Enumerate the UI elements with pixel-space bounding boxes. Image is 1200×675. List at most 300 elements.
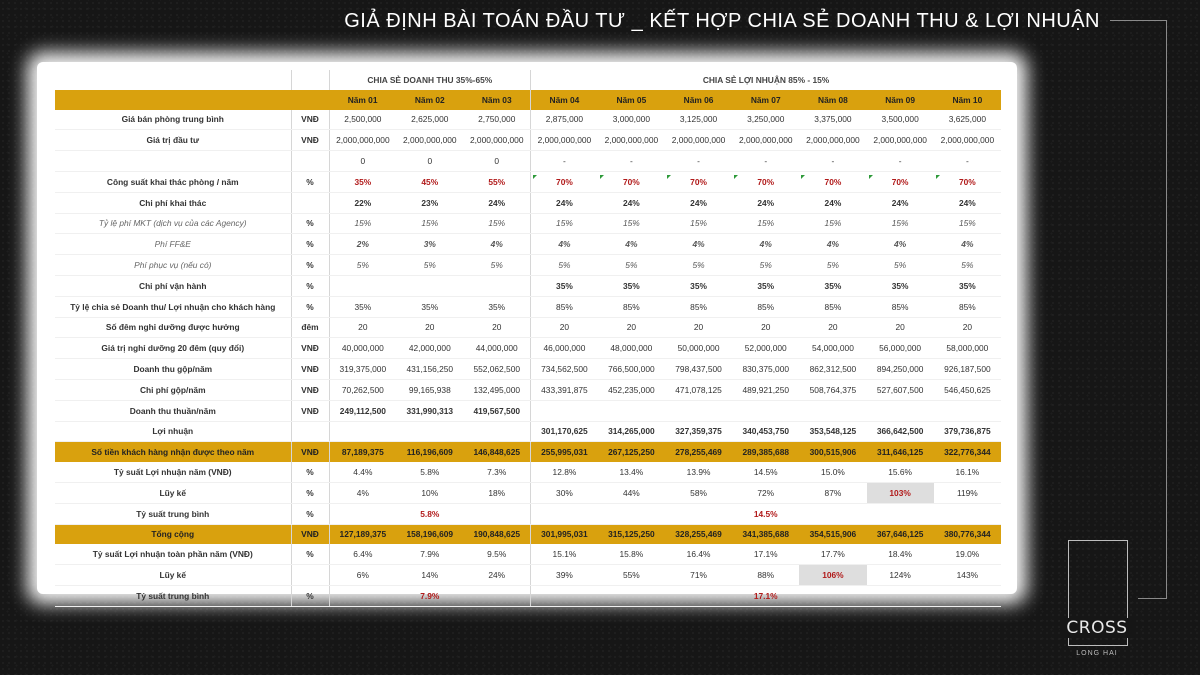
- table-cell: -: [867, 151, 934, 172]
- table-cell: 328,255,469: [665, 524, 732, 544]
- table-cell: 20: [934, 317, 1001, 338]
- frame-line-bottom: [1138, 598, 1167, 599]
- table-row: [55, 110, 1001, 130]
- table-cell: 14%: [396, 565, 463, 586]
- table-cell: 58%: [665, 482, 732, 503]
- table-cell: [799, 503, 866, 524]
- table-cell: [531, 503, 598, 524]
- group-header-blank: [55, 70, 291, 90]
- table-cell: 15.8%: [598, 544, 665, 564]
- table-cell: 70,262,500: [329, 379, 396, 400]
- table-cell: 7.3%: [463, 462, 530, 482]
- table-cell: 5%: [329, 255, 396, 276]
- table-cell: 433,391,875: [531, 379, 598, 400]
- table-cell: 56,000,000: [867, 338, 934, 359]
- table-row: [55, 171, 1001, 192]
- table-cell: 24%: [598, 192, 665, 213]
- table-cell: [463, 585, 530, 606]
- table-cell: 0: [463, 151, 530, 172]
- table-cell: 16.1%: [934, 462, 1001, 482]
- table-cell: 4%: [463, 234, 530, 255]
- table-cell: 10%: [396, 482, 463, 503]
- table-cell: 54,000,000: [799, 338, 866, 359]
- table-row: [55, 524, 1001, 544]
- year-header-8: Năm 08: [799, 90, 866, 110]
- table-cell: 5%: [732, 255, 799, 276]
- table-cell: 40,000,000: [329, 338, 396, 359]
- table-cell: 2,000,000,000: [396, 130, 463, 151]
- table-cell: 315,125,250: [598, 524, 665, 544]
- table-cell: 5%: [463, 255, 530, 276]
- table-cell: 35%: [732, 275, 799, 296]
- table-cell: 85%: [665, 296, 732, 317]
- table-cell: [665, 585, 732, 606]
- table-cell: 35%: [598, 275, 665, 296]
- table-cell: 13.4%: [598, 462, 665, 482]
- table-cell: [329, 585, 396, 606]
- table-row: [55, 359, 1001, 380]
- table-cell: [799, 400, 866, 421]
- year-header-1: Năm 01: [329, 90, 396, 110]
- table-cell: 20: [463, 317, 530, 338]
- row-unit: %: [291, 213, 329, 234]
- table-cell: 70%: [934, 171, 1001, 192]
- table-cell: 45%: [396, 171, 463, 192]
- table-cell: [396, 275, 463, 296]
- table-cell: 24%: [732, 192, 799, 213]
- table-cell: 24%: [665, 192, 732, 213]
- table-cell: [463, 421, 530, 442]
- row-unit: %: [291, 482, 329, 503]
- table-cell: 22%: [329, 192, 396, 213]
- table-cell: 87,189,375: [329, 442, 396, 462]
- table-cell: -: [934, 151, 1001, 172]
- table-cell: 6.4%: [329, 544, 396, 564]
- table-cell: 35%: [531, 275, 598, 296]
- table-cell: 289,385,688: [732, 442, 799, 462]
- table-cell: -: [732, 151, 799, 172]
- table-cell: 20: [732, 317, 799, 338]
- table-cell: 379,736,875: [934, 421, 1001, 442]
- table-cell: 124%: [867, 565, 934, 586]
- table-cell: 331,990,313: [396, 400, 463, 421]
- year-header-4: Năm 04: [531, 90, 598, 110]
- year-header-row: [55, 90, 1001, 110]
- table-cell: [934, 585, 1001, 606]
- table-row: [55, 565, 1001, 586]
- table-cell: 35%: [934, 275, 1001, 296]
- table-cell: [396, 421, 463, 442]
- table-cell: 7.9%: [396, 585, 463, 606]
- table-cell: 353,548,125: [799, 421, 866, 442]
- table-cell: 419,567,500: [463, 400, 530, 421]
- investment-table: [55, 70, 1001, 607]
- table-cell: 4%: [867, 234, 934, 255]
- row-unit: VNĐ: [291, 524, 329, 544]
- table-cell: -: [799, 151, 866, 172]
- table-cell: 2,875,000: [531, 110, 598, 130]
- table-cell: 35%: [665, 275, 732, 296]
- table-cell: -: [598, 151, 665, 172]
- table-cell: [463, 275, 530, 296]
- frame-line-top: [1110, 20, 1166, 21]
- table-cell: 2,000,000,000: [799, 130, 866, 151]
- table-cell: 327,359,375: [665, 421, 732, 442]
- table-cell: 15%: [732, 213, 799, 234]
- table-cell: 127,189,375: [329, 524, 396, 544]
- row-label: Số tiền khách hàng nhận được theo năm: [55, 442, 291, 462]
- table-cell: 20: [799, 317, 866, 338]
- table-cell: 3,625,000: [934, 110, 1001, 130]
- table-cell: [531, 400, 598, 421]
- brand-subtitle: LONG HAI: [1076, 650, 1118, 657]
- row-label: Doanh thu thuần/năm: [55, 400, 291, 421]
- table-row: [55, 338, 1001, 359]
- table-cell: [598, 400, 665, 421]
- table-row: [55, 275, 1001, 296]
- row-unit: %: [291, 544, 329, 564]
- table-cell: 340,453,750: [732, 421, 799, 442]
- table-cell: 2,000,000,000: [531, 130, 598, 151]
- table-cell: 552,062,500: [463, 359, 530, 380]
- table-cell: 46,000,000: [531, 338, 598, 359]
- table-cell: 132,495,000: [463, 379, 530, 400]
- table-cell: 52,000,000: [732, 338, 799, 359]
- table-cell: 15%: [329, 213, 396, 234]
- table-cell: 13.9%: [665, 462, 732, 482]
- year-header-9: Năm 09: [867, 90, 934, 110]
- row-unit: VNĐ: [291, 359, 329, 380]
- table-row: [55, 213, 1001, 234]
- row-unit: %: [291, 255, 329, 276]
- table-cell: 44%: [598, 482, 665, 503]
- table-cell: 4%: [329, 482, 396, 503]
- table-cell: 16.4%: [665, 544, 732, 564]
- table-cell: [329, 503, 396, 524]
- table-cell: 24%: [531, 192, 598, 213]
- table-cell: 6%: [329, 565, 396, 586]
- row-unit: [291, 151, 329, 172]
- table-cell: 85%: [867, 296, 934, 317]
- table-cell: 4%: [531, 234, 598, 255]
- table-cell: 527,607,500: [867, 379, 934, 400]
- row-label: Giá trị nghỉ dưỡng 20 đêm (quy đổi): [55, 338, 291, 359]
- table-cell: 119%: [934, 482, 1001, 503]
- table-cell: 35%: [867, 275, 934, 296]
- year-header-2: Năm 02: [396, 90, 463, 110]
- row-label: Phí FF&E: [55, 234, 291, 255]
- row-label: Tỷ lệ chia sẻ Doanh thu/ Lợi nhuận cho khách hàng: [55, 296, 291, 317]
- table-cell: 24%: [463, 192, 530, 213]
- table-cell: 70%: [598, 171, 665, 192]
- table-cell: 20: [867, 317, 934, 338]
- table-cell: -: [665, 151, 732, 172]
- table-cell: 20: [531, 317, 598, 338]
- table-cell: [598, 585, 665, 606]
- table-cell: 14.5%: [732, 462, 799, 482]
- table-cell: 143%: [934, 565, 1001, 586]
- table-row: [55, 544, 1001, 564]
- table-cell: 301,170,625: [531, 421, 598, 442]
- table-cell: 734,562,500: [531, 359, 598, 380]
- table-cell: 15%: [396, 213, 463, 234]
- group-header-unit-blank: [291, 70, 329, 90]
- table-cell: 23%: [396, 192, 463, 213]
- table-cell: 15%: [934, 213, 1001, 234]
- row-unit: [291, 192, 329, 213]
- row-unit: đêm: [291, 317, 329, 338]
- row-label: Tổng cộng: [55, 524, 291, 544]
- table-cell: 5%: [531, 255, 598, 276]
- table-cell: 18%: [463, 482, 530, 503]
- table-cell: [329, 275, 396, 296]
- table-cell: 0: [396, 151, 463, 172]
- table-cell: 48,000,000: [598, 338, 665, 359]
- row-label: Chi phí gộp/năm: [55, 379, 291, 400]
- table-cell: 35%: [799, 275, 866, 296]
- table-cell: 278,255,469: [665, 442, 732, 462]
- table-cell: 17.7%: [799, 544, 866, 564]
- table-cell: 249,112,500: [329, 400, 396, 421]
- table-cell: 3,000,000: [598, 110, 665, 130]
- table-cell: 158,196,609: [396, 524, 463, 544]
- table-cell: 2,000,000,000: [867, 130, 934, 151]
- table-cell: 190,848,625: [463, 524, 530, 544]
- table-cell: 99,165,938: [396, 379, 463, 400]
- table-cell: 894,250,000: [867, 359, 934, 380]
- table-cell: [799, 585, 866, 606]
- table-cell: 5.8%: [396, 462, 463, 482]
- row-label: Chi phí khai thác: [55, 192, 291, 213]
- table-cell: 15%: [531, 213, 598, 234]
- table-cell: 70%: [799, 171, 866, 192]
- table-cell: 5%: [396, 255, 463, 276]
- table-cell: [463, 503, 530, 524]
- year-header-blank: [55, 90, 291, 110]
- table-cell: 489,921,250: [732, 379, 799, 400]
- table-cell: 88%: [732, 565, 799, 586]
- table-cell: 2,000,000,000: [934, 130, 1001, 151]
- table-cell: 19.0%: [934, 544, 1001, 564]
- row-label: Doanh thu gộp/năm: [55, 359, 291, 380]
- table-cell: 15%: [598, 213, 665, 234]
- table-cell: 15.1%: [531, 544, 598, 564]
- row-label: [55, 151, 291, 172]
- table-cell: 301,995,031: [531, 524, 598, 544]
- table-row: [55, 482, 1001, 503]
- table-row: [55, 130, 1001, 151]
- row-unit: [291, 421, 329, 442]
- table-cell: 366,642,500: [867, 421, 934, 442]
- year-header-3: Năm 03: [463, 90, 530, 110]
- table-cell: 15.6%: [867, 462, 934, 482]
- table-cell: 4%: [732, 234, 799, 255]
- table-cell: 319,375,000: [329, 359, 396, 380]
- row-unit: VNĐ: [291, 110, 329, 130]
- table-cell: 85%: [598, 296, 665, 317]
- table-cell: 17.1%: [732, 544, 799, 564]
- table-cell: 20: [665, 317, 732, 338]
- table-cell: 471,078,125: [665, 379, 732, 400]
- table-cell: 862,312,500: [799, 359, 866, 380]
- table-cell: 5%: [598, 255, 665, 276]
- row-label: Phí phục vụ (nếu có): [55, 255, 291, 276]
- table-cell: [598, 503, 665, 524]
- table-cell: [665, 400, 732, 421]
- table-cell: 5.8%: [396, 503, 463, 524]
- row-label: Lợi nhuận: [55, 421, 291, 442]
- table-cell: 2,000,000,000: [598, 130, 665, 151]
- row-label: Tỷ suất trung bình: [55, 503, 291, 524]
- table-row: [55, 503, 1001, 524]
- table-cell: 4%: [799, 234, 866, 255]
- table-cell: 367,646,125: [867, 524, 934, 544]
- year-header-7: Năm 07: [732, 90, 799, 110]
- table-cell: 15%: [463, 213, 530, 234]
- table-cell: 55%: [598, 565, 665, 586]
- table-cell: 42,000,000: [396, 338, 463, 359]
- table-row: [55, 585, 1001, 606]
- row-label: Lũy kế: [55, 482, 291, 503]
- brand-logo: CROSS: [1060, 618, 1134, 638]
- spreadsheet-panel: [37, 62, 1017, 601]
- table-cell: 24%: [934, 192, 1001, 213]
- table-cell: 30%: [531, 482, 598, 503]
- table-cell: 70%: [531, 171, 598, 192]
- row-label: Tỷ suất Lợi nhuận năm (VNĐ): [55, 462, 291, 482]
- table-cell: 39%: [531, 565, 598, 586]
- table-cell: [934, 400, 1001, 421]
- row-label: Tỷ lệ phí MKT (dịch vụ của các Agency): [55, 213, 291, 234]
- row-unit: %: [291, 585, 329, 606]
- row-label: Lũy kế: [55, 565, 291, 586]
- table-cell: [732, 400, 799, 421]
- table-cell: 300,515,906: [799, 442, 866, 462]
- row-label: Giá bán phòng trung bình: [55, 110, 291, 130]
- table-cell: 20: [598, 317, 665, 338]
- table-row: [55, 317, 1001, 338]
- row-unit: VNĐ: [291, 400, 329, 421]
- year-header-5: Năm 05: [598, 90, 665, 110]
- table-row: [55, 296, 1001, 317]
- table-cell: 3,125,000: [665, 110, 732, 130]
- table-row: [55, 379, 1001, 400]
- table-cell: 87%: [799, 482, 866, 503]
- table-cell: 2%: [329, 234, 396, 255]
- table-cell: 255,995,031: [531, 442, 598, 462]
- table-cell: 2,750,000: [463, 110, 530, 130]
- table-row: [55, 151, 1001, 172]
- table-cell: 18.4%: [867, 544, 934, 564]
- table-cell: 4.4%: [329, 462, 396, 482]
- row-unit: %: [291, 171, 329, 192]
- table-cell: [867, 585, 934, 606]
- table-cell: 3,250,000: [732, 110, 799, 130]
- table-cell: 0: [329, 151, 396, 172]
- table-cell: 546,450,625: [934, 379, 1001, 400]
- table-cell: 9.5%: [463, 544, 530, 564]
- table-cell: 146,848,625: [463, 442, 530, 462]
- table-cell: 70%: [867, 171, 934, 192]
- table-cell: 14.5%: [732, 503, 799, 524]
- table-row: [55, 462, 1001, 482]
- table-row: [55, 400, 1001, 421]
- row-unit: VNĐ: [291, 130, 329, 151]
- table-cell: 3,500,000: [867, 110, 934, 130]
- year-header-6: Năm 06: [665, 90, 732, 110]
- table-cell: 35%: [463, 296, 530, 317]
- group-header-revenue-share: CHIA SẺ DOANH THU 35%-65%: [367, 74, 493, 85]
- table-cell: 431,156,250: [396, 359, 463, 380]
- table-cell: 2,500,000: [329, 110, 396, 130]
- table-cell: 311,646,125: [867, 442, 934, 462]
- row-unit: %: [291, 275, 329, 296]
- row-unit: %: [291, 462, 329, 482]
- row-unit: %: [291, 503, 329, 524]
- table-cell: [665, 503, 732, 524]
- frame-line-right: [1166, 20, 1167, 598]
- table-cell: 35%: [329, 171, 396, 192]
- table-cell: [329, 421, 396, 442]
- table-cell: 72%: [732, 482, 799, 503]
- table-cell: 267,125,250: [598, 442, 665, 462]
- row-label: Chi phí vận hành: [55, 275, 291, 296]
- table-cell: 85%: [934, 296, 1001, 317]
- table-cell: 85%: [531, 296, 598, 317]
- table-cell: 2,000,000,000: [463, 130, 530, 151]
- row-unit: %: [291, 234, 329, 255]
- table-cell: 508,764,375: [799, 379, 866, 400]
- table-cell: [867, 503, 934, 524]
- table-cell: 24%: [867, 192, 934, 213]
- table-cell: 830,375,000: [732, 359, 799, 380]
- slide-title: GIẢ ĐỊNH BÀI TOÁN ĐẦU TƯ _ KẾT HỢP CHIA SẺ DOANH THU & LỢI NHUẬN: [344, 10, 1100, 32]
- table-cell: 20: [396, 317, 463, 338]
- row-label: Giá trị đầu tư: [55, 130, 291, 151]
- table-cell: 7.9%: [396, 544, 463, 564]
- table-row: [55, 442, 1001, 462]
- row-label: Tỷ suất trung bình: [55, 585, 291, 606]
- row-unit: VNĐ: [291, 338, 329, 359]
- row-label: Công suất khai thác phòng / năm: [55, 171, 291, 192]
- table-cell: 103%: [867, 482, 934, 503]
- table-row: [55, 255, 1001, 276]
- table-cell: 15%: [867, 213, 934, 234]
- row-unit: %: [291, 296, 329, 317]
- table-cell: 926,187,500: [934, 359, 1001, 380]
- table-cell: 15%: [665, 213, 732, 234]
- table-cell: 71%: [665, 565, 732, 586]
- table-cell: 35%: [329, 296, 396, 317]
- table-cell: 44,000,000: [463, 338, 530, 359]
- table-cell: 35%: [396, 296, 463, 317]
- table-cell: [867, 400, 934, 421]
- table-cell: 85%: [732, 296, 799, 317]
- table-cell: 15.0%: [799, 462, 866, 482]
- table-cell: 106%: [799, 565, 866, 586]
- table-cell: 354,515,906: [799, 524, 866, 544]
- table-cell: 4%: [665, 234, 732, 255]
- table-cell: 2,000,000,000: [665, 130, 732, 151]
- table-cell: 5%: [799, 255, 866, 276]
- table-cell: 3,375,000: [799, 110, 866, 130]
- table-cell: 3%: [396, 234, 463, 255]
- table-cell: 70%: [665, 171, 732, 192]
- table-cell: 766,500,000: [598, 359, 665, 380]
- year-header-10: Năm 10: [934, 90, 1001, 110]
- table-cell: 2,000,000,000: [329, 130, 396, 151]
- table-row: [55, 192, 1001, 213]
